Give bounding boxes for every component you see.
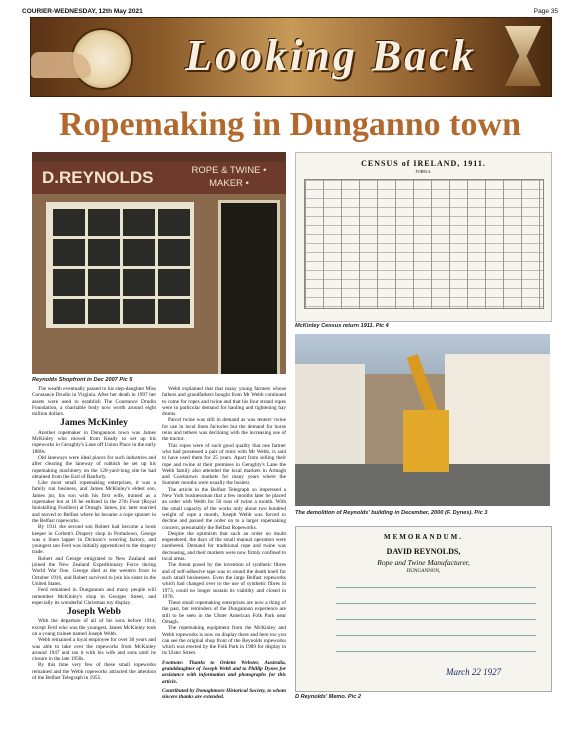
article-column-1 [32, 386, 156, 681]
shop-sign [32, 162, 286, 194]
shop-window [46, 202, 194, 328]
paragraph: Despite the optimism that such an order no doubt engendered, the days of the small manual operation were numbered. Demand for traditional rope and twine was decreasing, and their markets were now firmly confined to local areas. [162, 530, 286, 563]
paper-date: COURIER-WEDNESDAY, 12th May 2021 [22, 8, 143, 15]
paragraph: The article in the Belfast Telegraph so impressed a New York businessman that a few months later he placed an order with Webb for 50 tons of twine a month. With the small capacity of the works only about two hundred weight of rope a month, Joseph Webb was forced to decline and passed the order on to a larger ropemaking concern, presumably the Belfast Ropeworks. [162, 486, 286, 531]
paragraph: Webb explained that that many young farmers whose fathers and grandfathers bought from Mr Webb continued to come for ropes and twine and that his four strand ropes were in particular demand for hauling and tightening hay drums. [162, 386, 286, 418]
paragraph: This ropes were of such good quality that one farmer who had possessed a pair of reins with Mr Webb, is said to have used them for 25 years. Apart from selling their rope and twine at their premises in Geraghty's Lane the Webb family also attended the local markets in Armagh and Cookstown markets for many years where the Summer months were usually the busiest. [162, 442, 286, 487]
digger [403, 410, 449, 472]
paragraph: The ropemaking equipment from the McKinley and Webb ropeworks is now on display there and here too you can see the original shop front of the Reynolds ropeworks which was erected by the Folk Park in 1989 for display in its Ulster Street. [162, 625, 286, 657]
memo-line [336, 603, 536, 605]
memo-title: MEMORANDUM. [384, 533, 463, 541]
census-return-photo [295, 152, 552, 322]
paragraph: Ferd remained in Dungannon and many people will remember McKinley's shop in Georges Street, and especially its wonderful Christmas toy display. [32, 587, 156, 606]
looking-back-banner [30, 17, 552, 97]
census-table-grid [304, 179, 544, 309]
paragraph: By this time very few of these small ropeworks remained and the Webb ropeworks attracted the attention of the Belfast Telegraph in 1955. [32, 662, 156, 682]
shop-sign-sub: ROPE & TWINE • MAKER • [191, 165, 267, 189]
contributor-note: Contributed by Donaghmore Historical Society, to whom sincere thanks are extended. [162, 687, 286, 701]
memo-line [336, 635, 536, 637]
census-title: CENSUS of IRELAND, 1911. [361, 159, 486, 168]
reynolds-shopfront-photo [32, 152, 286, 374]
subheading-webb: Joseph Webb [67, 607, 121, 618]
memo-line [336, 587, 536, 589]
banner-title: Looking Back [185, 31, 477, 80]
shop-door [218, 200, 280, 374]
paragraph: Another ropemaker in Dungannon town was James McKinley who moved from Keady to set up his ropeworks in Geraghty's Lane off Union Place in the early 1880s. [32, 429, 156, 455]
house-right [445, 354, 550, 464]
hand-illustration [31, 52, 91, 78]
memo-date: March 22 1927 [446, 667, 502, 677]
reynolds-memo-photo [295, 526, 552, 692]
memo-place: DUNGANNON, [406, 569, 441, 574]
memo-line [336, 619, 536, 621]
article-headline: Ropemaking in Dunganno town [59, 106, 521, 143]
house-left [295, 364, 365, 464]
footnote: Footnote: Thanks to Ordette Webster, Australia, granddaughter of Joseph Webb and to Phillip Dynes for assistance with information and photographs for this article. [162, 659, 286, 685]
paragraph: Parcel twine was still in demand as was tenters' twine for use in local linen factories but the demand for horse reins and tethers was declining with the increasing use of the tractor. [162, 417, 286, 443]
memo-trade: Rope and Twine Manufacturer, [377, 558, 470, 567]
paragraph: The wealth eventually passed to his step-daughter Miss Constance Drudin in Virginia. After her death in 1997 her assets were used to establish The Constance Drudin Foundation, a charitable body now worth around eight million dollars. [32, 386, 156, 418]
paragraph: Like most small ropemaking enterprises, it was a family run business, and James McKinley's eldest son, James jnr, his son with his first wife, trained as a ropemaker but at 18 he enlisted in the 27th Foot (Royal Inniskilling Fusiliers) at Omagh. James, jnr, later married and moved to Belfast where he became a rope spinner in the Belfast ropeworks. [32, 480, 156, 524]
shop-caption: Reynolds Shopfront in Dec 2007 Pic 5 [32, 377, 133, 383]
paragraph: Webb remained a loyal employee for over 30 years and was able to take over the ropeworks from McKinley around 1947 and ran it with his wife and sons until its closure in the late 1950s. [32, 637, 156, 663]
paragraph: Old laneways were ideal places for such industries and after clearing the laneway of rubbish he set up his ropemaking machinery on the 120-yard-long site he had obtained from the Earl of Ranfurly. [32, 454, 156, 480]
memo-line [336, 651, 536, 653]
census-form-label: FORM A. [415, 169, 432, 174]
paragraph: Robert and George emigrated to New Zealand and joined the New Zealand Expeditionary Force during World War One. George died at the western front in October 1916, and Robert survived to join his sister in the United States. [32, 555, 156, 587]
article-column-2 [162, 386, 286, 701]
paragraph: The threat posed by the invention of synthetic fibres and of self-adhesive tape was to sound the death knell for such small businesses. Even the large Belfast ropeworks which had changed over to the use of synthetic fibres in 1973, could no longer sustain its viability and closed in 1978. [162, 562, 286, 600]
memo-caption: D Reynolds' Memo. Pic 2 [295, 694, 361, 700]
demolition-photo [295, 334, 550, 506]
shop-sign-name: D.REYNOLDS [42, 168, 154, 187]
demolition-caption: The demolition of Reynolds' building in December, 2000 (F. Dynes). Pic 3 [295, 510, 488, 516]
memo-name: DAVID REYNOLDS, [386, 547, 461, 556]
paragraph: With the departure of all of his sons before 1914, except Ferd who was the youngest, James McKinley took on a young trainee named Joseph Webb. [32, 618, 156, 637]
census-caption: McKinley Census return 1911. Pic 4 [295, 323, 389, 329]
subheading-mckinley: James McKinley [60, 418, 128, 429]
paragraph: These small ropemaking enterprises are now a thing of the past, but reminders of the Dungannon experience are still to be seen in the Ulster American Folk Park near Omagh. [162, 600, 286, 625]
paragraph: By 1911 the second son Robert had become a book keeper in Corbett's Drapery shop in Portadown, George was a linen lapper in Dickson's weaving factory, and youngest son Ferd was initially apprenticed to the drapery trade. [32, 524, 156, 556]
hourglass-icon [505, 26, 541, 86]
page-number: Page 35 [533, 8, 558, 15]
